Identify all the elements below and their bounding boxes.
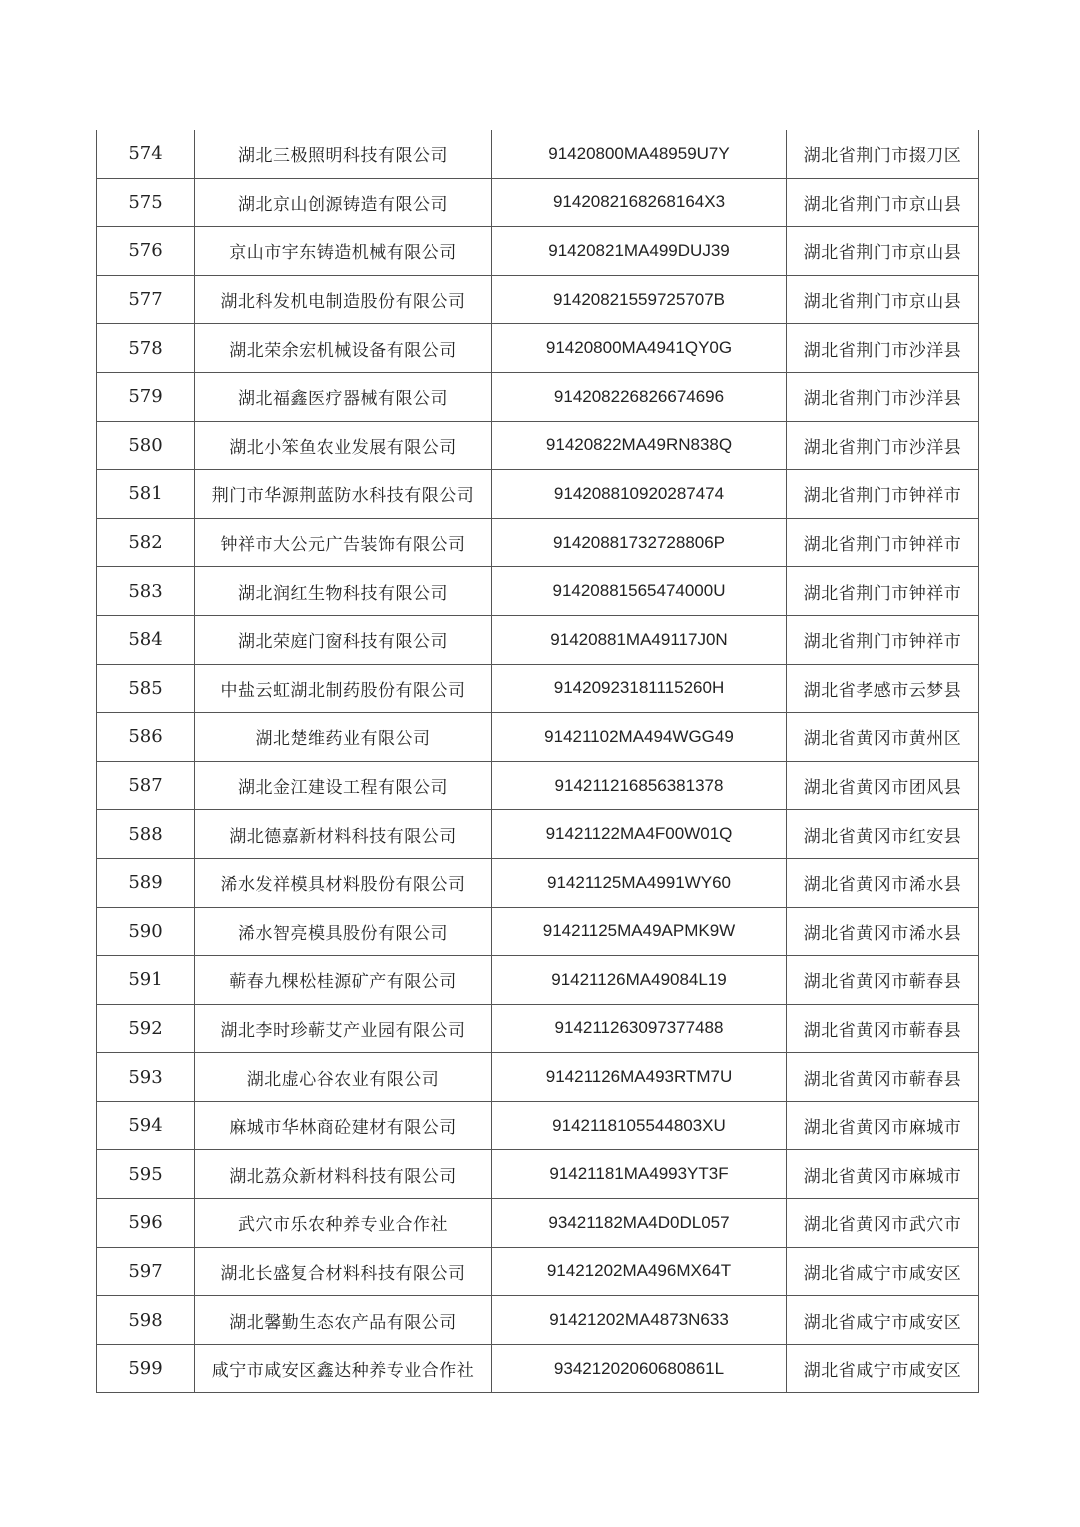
table-row <box>97 1053 979 1102</box>
row-number: 596 <box>97 1199 195 1248</box>
row-number: 591 <box>97 956 195 1005</box>
credit-code: 9142082168268164X3 <box>492 178 787 227</box>
table-row <box>97 275 979 324</box>
table-row <box>97 761 979 810</box>
region: 湖北省荆门市京山县 <box>787 178 979 227</box>
region: 湖北省黄冈市浠水县 <box>787 907 979 956</box>
table-row <box>97 1247 979 1296</box>
company-name: 湖北小笨鱼农业发展有限公司 <box>195 421 492 470</box>
table-row <box>97 518 979 567</box>
table-row <box>97 421 979 470</box>
row-number: 579 <box>97 372 195 421</box>
region: 湖北省黄冈市红安县 <box>787 810 979 859</box>
row-number: 594 <box>97 1101 195 1150</box>
row-number: 578 <box>97 324 195 373</box>
row-number: 598 <box>97 1296 195 1345</box>
row-number: 592 <box>97 1004 195 1053</box>
row-number: 599 <box>97 1344 195 1393</box>
company-name: 武穴市乐农种养专业合作社 <box>195 1199 492 1248</box>
company-name: 咸宁市咸安区鑫达种养专业合作社 <box>195 1344 492 1393</box>
company-name: 湖北金江建设工程有限公司 <box>195 761 492 810</box>
credit-code: 91420822MA49RN838Q <box>492 421 787 470</box>
table-row <box>97 227 979 276</box>
table-row <box>97 956 979 1005</box>
credit-code: 93421182MA4D0DL057 <box>492 1199 787 1248</box>
table-row <box>97 1101 979 1150</box>
row-number: 595 <box>97 1150 195 1199</box>
table-row <box>97 178 979 227</box>
company-name: 湖北科发机电制造股份有限公司 <box>195 275 492 324</box>
region: 湖北省黄冈市蕲春县 <box>787 956 979 1005</box>
company-name: 湖北三极照明科技有限公司 <box>195 130 492 178</box>
credit-code: 91421126MA49084L19 <box>492 956 787 1005</box>
credit-code: 914211263097377488 <box>492 1004 787 1053</box>
row-number: 577 <box>97 275 195 324</box>
region: 湖北省黄冈市麻城市 <box>787 1101 979 1150</box>
region: 湖北省荆门市沙洋县 <box>787 324 979 373</box>
table-row <box>97 470 979 519</box>
table-row <box>97 1344 979 1393</box>
row-number: 575 <box>97 178 195 227</box>
table-body <box>97 130 979 1393</box>
credit-code: 91420881565474000U <box>492 567 787 616</box>
row-number: 588 <box>97 810 195 859</box>
credit-code: 914208226826674696 <box>492 372 787 421</box>
region: 湖北省黄冈市黄州区 <box>787 713 979 762</box>
company-name: 浠水智亮模具股份有限公司 <box>195 907 492 956</box>
region: 湖北省黄冈市蕲春县 <box>787 1053 979 1102</box>
region: 湖北省荆门市沙洋县 <box>787 421 979 470</box>
company-name: 湖北德嘉新材料科技有限公司 <box>195 810 492 859</box>
region: 湖北省荆门市钟祥市 <box>787 615 979 664</box>
company-name: 钟祥市大公元广告装饰有限公司 <box>195 518 492 567</box>
table-row <box>97 130 979 178</box>
row-number: 583 <box>97 567 195 616</box>
credit-code: 91420881732728806P <box>492 518 787 567</box>
region: 湖北省荆门市钟祥市 <box>787 567 979 616</box>
table-row <box>97 858 979 907</box>
credit-code: 91421181MA4993YT3F <box>492 1150 787 1199</box>
region: 湖北省黄冈市团风县 <box>787 761 979 810</box>
credit-code: 91420800MA4941QY0G <box>492 324 787 373</box>
company-name: 湖北福鑫医疗器械有限公司 <box>195 372 492 421</box>
row-number: 576 <box>97 227 195 276</box>
region: 湖北省黄冈市武穴市 <box>787 1199 979 1248</box>
company-name: 湖北馨勤生态农产品有限公司 <box>195 1296 492 1345</box>
company-name: 浠水发祥模具材料股份有限公司 <box>195 858 492 907</box>
region: 湖北省荆门市钟祥市 <box>787 470 979 519</box>
credit-code: 91420800MA48959U7Y <box>492 130 787 178</box>
region: 湖北省黄冈市浠水县 <box>787 858 979 907</box>
credit-code: 91421202MA496MX64T <box>492 1247 787 1296</box>
table-row <box>97 615 979 664</box>
row-number: 580 <box>97 421 195 470</box>
company-name: 湖北李时珍蕲艾产业园有限公司 <box>195 1004 492 1053</box>
company-name: 湖北虚心谷农业有限公司 <box>195 1053 492 1102</box>
row-number: 593 <box>97 1053 195 1102</box>
row-number: 590 <box>97 907 195 956</box>
credit-code: 93421202060680861L <box>492 1344 787 1393</box>
credit-code: 91421202MA4873N633 <box>492 1296 787 1345</box>
region: 湖北省荆门市沙洋县 <box>787 372 979 421</box>
company-name: 湖北荣余宏机械设备有限公司 <box>195 324 492 373</box>
credit-code: 91421126MA493RTM7U <box>492 1053 787 1102</box>
table-row <box>97 1004 979 1053</box>
table-row <box>97 372 979 421</box>
row-number: 584 <box>97 615 195 664</box>
row-number: 586 <box>97 713 195 762</box>
table-row <box>97 324 979 373</box>
row-number: 585 <box>97 664 195 713</box>
region: 湖北省荆门市京山县 <box>787 227 979 276</box>
credit-code: 91420821559725707B <box>492 275 787 324</box>
row-number: 582 <box>97 518 195 567</box>
table-row <box>97 907 979 956</box>
company-name: 蕲春九棵松桂源矿产有限公司 <box>195 956 492 1005</box>
credit-code: 91421122MA4F00W01Q <box>492 810 787 859</box>
company-name: 湖北荔众新材料科技有限公司 <box>195 1150 492 1199</box>
credit-code: 91421125MA4991WY60 <box>492 858 787 907</box>
region: 湖北省咸宁市咸安区 <box>787 1247 979 1296</box>
company-name: 湖北荣庭门窗科技有限公司 <box>195 615 492 664</box>
company-list-table <box>96 130 979 1393</box>
table-row <box>97 567 979 616</box>
row-number: 597 <box>97 1247 195 1296</box>
company-name: 中盐云虹湖北制药股份有限公司 <box>195 664 492 713</box>
region: 湖北省咸宁市咸安区 <box>787 1296 979 1345</box>
company-name: 湖北京山创源铸造有限公司 <box>195 178 492 227</box>
company-name: 京山市宇东铸造机械有限公司 <box>195 227 492 276</box>
region: 湖北省荆门市京山县 <box>787 275 979 324</box>
row-number: 589 <box>97 858 195 907</box>
credit-code: 91421125MA49APMK9W <box>492 907 787 956</box>
table-row <box>97 664 979 713</box>
company-name: 麻城市华林商砼建材有限公司 <box>195 1101 492 1150</box>
region: 湖北省荆门市掇刀区 <box>787 130 979 178</box>
company-name: 湖北楚维药业有限公司 <box>195 713 492 762</box>
region: 湖北省黄冈市蕲春县 <box>787 1004 979 1053</box>
region: 湖北省孝感市云梦县 <box>787 664 979 713</box>
region: 湖北省黄冈市麻城市 <box>787 1150 979 1199</box>
credit-code: 914211216856381378 <box>492 761 787 810</box>
table-row <box>97 1199 979 1248</box>
row-number: 574 <box>97 130 195 178</box>
credit-code: 91420923181115260H <box>492 664 787 713</box>
region: 湖北省荆门市钟祥市 <box>787 518 979 567</box>
credit-code: 91420881MA49117J0N <box>492 615 787 664</box>
table-row <box>97 1296 979 1345</box>
company-name: 湖北长盛复合材料科技有限公司 <box>195 1247 492 1296</box>
table-row <box>97 810 979 859</box>
row-number: 581 <box>97 470 195 519</box>
region: 湖北省咸宁市咸安区 <box>787 1344 979 1393</box>
credit-code: 91421102MA494WGG49 <box>492 713 787 762</box>
row-number: 587 <box>97 761 195 810</box>
table-row <box>97 1150 979 1199</box>
company-name: 湖北润红生物科技有限公司 <box>195 567 492 616</box>
credit-code: 9142118105544803XU <box>492 1101 787 1150</box>
table-row <box>97 713 979 762</box>
credit-code: 91420821MA499DUJ39 <box>492 227 787 276</box>
company-name: 荆门市华源荆蓝防水科技有限公司 <box>195 470 492 519</box>
credit-code: 914208810920287474 <box>492 470 787 519</box>
